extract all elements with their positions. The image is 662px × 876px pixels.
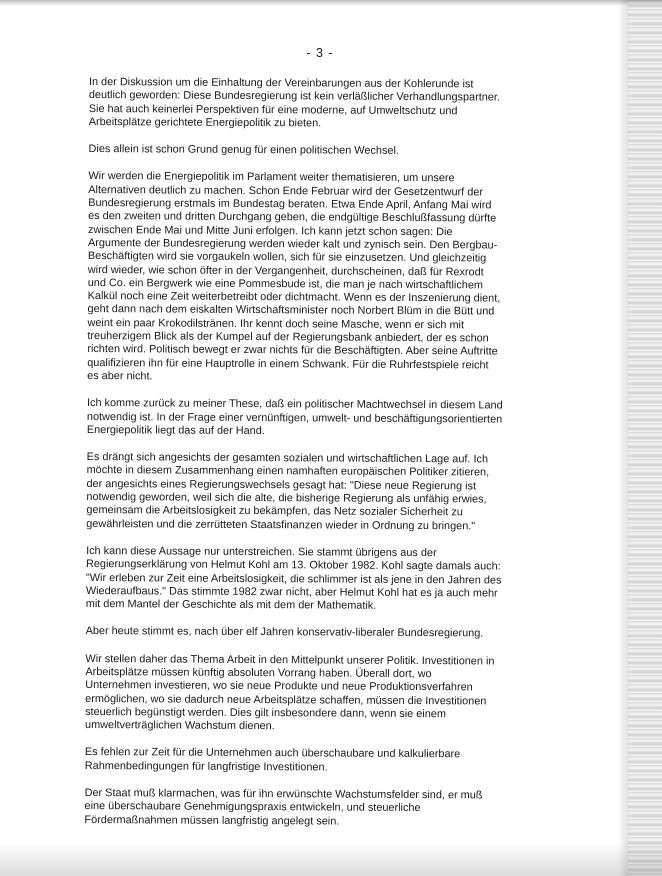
text-line: Wir stellen daher das Thema Arbeit in den Mittelpunkt unserer Politik. Investitionen in <box>85 652 495 668</box>
text-line: Beschäftigten wird sie vorgaukeln wollen, sich für sie einzusetzen. Und gleichzeitig <box>87 250 487 265</box>
text-line: Kalkül noch eine Zeit weiterbetreibt oder dichtmacht. Wenn es der Inszenierung dient, <box>87 290 501 305</box>
text-line: der angesichts eines Regierungswechsels gesagt hat: "Diese neue Regierung ist <box>86 477 477 493</box>
text-line: notwendig ist. In der Frage einer vernünftigen, umwelt- und beschäftigungsorientierten <box>86 410 503 426</box>
paragraph-7 <box>86 625 524 641</box>
text-line: Regierungserklärung von Helmut Kohl am 13. Oktober 1982. Kohl sagte damals auch: <box>85 558 501 573</box>
paragraph-10 <box>84 787 522 830</box>
text-line: Ich kann diese Aussage nur unterstreichen. Sie stammt übrigens aus der <box>86 544 437 560</box>
text-line: gemeinsam die Arbeitslosigkeit zu bekämpfen, das Netz sozialer Sicherheit zu <box>86 504 463 519</box>
paragraph-9 <box>85 746 523 775</box>
text-line: Energiepolitik liegt das auf der Hand. <box>86 423 265 437</box>
text-line: zwischen Ende Mai und Mitte Juni erfolgen. Ich kann jetzt schon sagen: Die <box>88 223 453 238</box>
paragraph-8 <box>85 653 523 735</box>
text-line: deutlich geworden: Diese Bundesregierung ist kein verläßlicher Verhandlungspartner. <box>88 89 500 104</box>
text-line: Arbeitsplätze müssen künftig absoluten Vorrang haben. Überall dort, wo <box>85 665 432 681</box>
text-line: Es drängt sich angesichts der gesamten sozialen und wirtschaftlichen Lage auf. Ich <box>86 451 489 466</box>
text-line: Unternehmen investieren, wo sie neue Produkte und neue Produktionsverfahren <box>85 679 473 694</box>
text-line: Wiederaufbaus." Das stimmte 1982 zwar nicht, aber Helmut Kohl hat es ja auch mehr <box>85 584 498 600</box>
text-line: ermöglichen, wo sie dadurch neue Arbeitsplätze schaffen, müssen die Investitionen <box>85 692 487 708</box>
paragraph-6 <box>86 545 524 614</box>
text-line: Alternativen deutlich zu machen. Schon Ende Februar wird der Gesetzentwurf der <box>88 183 484 199</box>
text-line: Argumente der Bundesregierung werden wieder kalt und zynisch sein. Den Bergbau- <box>87 236 498 252</box>
text-line: weint ein paar Krokodilstränen. Ihr kennt doch seine Masche, wenn er sich mit <box>87 316 465 332</box>
text-line: es aber nicht. <box>87 369 153 383</box>
text-line: mit dem Mantel der Geschichte als mit dem der Mathematik. <box>85 598 377 612</box>
text-line: Der Staat muß klarmachen, was für ihn erwünschte Wachstumsfelder sind, er muß <box>84 787 483 802</box>
text-line: gewährleisten und die zerrütteten Staatsfinanzen wieder in Ordnung zu bringen." <box>86 517 476 532</box>
text-line: notwendig geworden, weil sich die alte, die bisherige Regierung als unfähig erwies, <box>86 491 487 506</box>
text-line: umweltverträglichen Wachstum dienen. <box>84 719 275 733</box>
text-line: qualifizieren ihn für eine Hauptrolle in einem Schwank. Für die Ruhrfestspiele reicht <box>87 356 489 372</box>
text-line: es den zweiten und dritten Durchgang geben, die endgültige Beschlußfassung dürfte <box>88 210 497 225</box>
paragraph-1 <box>89 76 527 132</box>
text-line: Rahmenbedingungen für langfristige Investitionen. <box>84 759 328 774</box>
paragraph-3 <box>87 170 526 385</box>
text-line: "Wir erleben zur Zeit eine Arbeitslosigkeit, die schlimmer ist als jene in den Jahren des <box>85 571 502 587</box>
scan-shadow-right-inner <box>618 0 628 876</box>
document-body <box>84 76 527 844</box>
text-line: richten wird. Politisch bewegt er zwar nichts für die Beschäftigten. Aber seine Auftritte <box>87 343 498 358</box>
text-line: Es fehlen zur Zeit für die Unternehmen auch überschaubare und kalkulierbare <box>84 746 461 761</box>
scan-shadow-top <box>0 0 662 6</box>
text-line: Fördermaßnahmen müssen langfristig angelegt sein. <box>84 813 340 828</box>
paragraph-2 <box>89 143 527 159</box>
text-line: In der Diskussion um die Einhaltung der Vereinbarungen aus der Kohlerunde ist <box>88 76 474 91</box>
text-line: möchte in diesem Zusammenhang einen namhaften europäischen Politiker zitieren, <box>86 464 490 479</box>
scan-shadow-bottom <box>0 842 662 876</box>
text-line: Arbeitsplätze gerichtete Energiepolitik zu bieten. <box>88 115 322 130</box>
paragraph-5 <box>86 451 524 533</box>
text-line: geht dann nach dem eiskalten Wirtschaftsminister noch Norbert Blüm in die Bütt und <box>87 303 495 318</box>
page-number: - 3 - <box>306 46 334 60</box>
scan-shadow-right <box>628 0 662 876</box>
text-line: eine überschaubare Genehmigungspraxis entwickeln, und steuerliche <box>84 800 421 815</box>
text-line: wird wieder, wie schon öfter in der Vergangenheit, durchscheinen, daß für Rexrodt <box>87 263 484 278</box>
text-line: Wir werden die Energiepolitik im Parlament weiter thematisieren, um unsere <box>88 170 455 185</box>
paragraph-4 <box>87 397 525 440</box>
text-line: und Co. ein Bergwerk wie eine Pommesbude ist, die man je nach wirtschaftlichem <box>87 276 484 292</box>
text-line: Aber heute stimmt es, nach über elf Jahren konservativ-liberaler Bundesregierung. <box>85 625 484 640</box>
text-line: Bundesregierung erstmals im Bundestag beraten. Etwa Ende April, Anfang Mai wird <box>88 197 492 212</box>
text-line: treuherzigem Blick als der Kumpel auf der Regierungsbank anbiedert, der es schon <box>87 330 489 345</box>
text-line: Sie hat auch keinerlei Perspektiven für eine moderne, auf Umweltschutz und <box>88 102 458 117</box>
text-line: Dies allein ist schon Grund genug für einen politischen Wechsel. <box>88 143 399 158</box>
text-line: steuerlich begünstigt werden. Dies gilt insbesondere dann, wenn sie einem <box>85 705 446 721</box>
text-line: Ich komme zurück zu meiner These, daß ein politischer Machtwechsel in diesem Land <box>86 397 503 412</box>
